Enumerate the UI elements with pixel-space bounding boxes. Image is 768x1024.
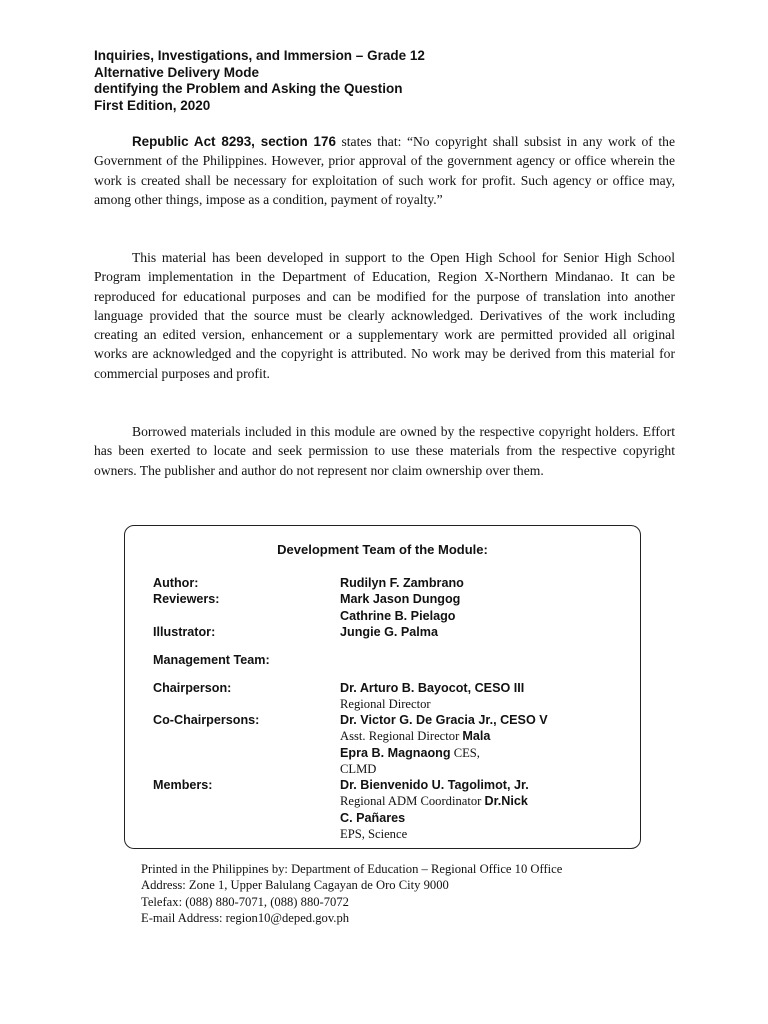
author-label: Author: — [153, 576, 199, 590]
co-chairperson-name-line — [340, 745, 610, 761]
co-chairperson-suffix: CES, — [450, 745, 480, 760]
chairperson-names — [340, 680, 610, 713]
illustrator-names — [340, 624, 610, 640]
delivery-mode: Alternative Delivery Mode — [94, 64, 260, 80]
development-paragraph: This material has been developed in support to the Open High School for Senior High School Program implementation in the Department of Education, Region X-Northern Mindanao. It can be reproduced for educational purposes and can be modified for the purpose of translation into another language provided that the source must be clearly acknowledged. Derivatives of the work including creating an edited version, enhancement or a supplementary work are permitted provided all original works are acknowledged and the copyright is attributed. No work may be derived from this material for commercial purposes and profit. — [94, 250, 675, 381]
publisher-info — [141, 861, 701, 926]
illustrator-name: Jungie G. Palma — [340, 625, 438, 639]
co-chairperson-title-line — [340, 728, 610, 744]
copyright-text: states that: “No copyright shall subsist in any work of the Government of the Philippines. However, prior approval of the government agency or office wherein the work is created shall be necessary for exploitation of such work for profit. Such agency or office may, among other things, impose as a condition, payment of royalty.” — [94, 134, 675, 207]
borrowed-materials-paragraph: Borrowed materials included in this module are owned by the respective copyright holders. Effort has been exerted to locate and seek permission to use these materials from the respective copyright owners. The publisher and author do not represent nor claim ownership over them. — [94, 424, 675, 478]
member-name: C. Pañares — [340, 810, 406, 825]
co-chairperson-name: Dr. Victor G. De Gracia Jr., CESO V — [340, 713, 548, 727]
member-name: Dr. Bienvenido U. Tagolimot, Jr. — [340, 778, 529, 792]
reviewer-names — [340, 591, 610, 624]
edition: First Edition, 2020 — [94, 97, 211, 113]
development-team-box — [124, 525, 641, 849]
team-title: Development Team of the Module: — [277, 542, 488, 557]
member-title: EPS, Science — [340, 826, 408, 841]
author-name: Rudilyn F. Zambrano — [340, 576, 464, 590]
member-names — [340, 777, 610, 842]
module-title: Inquiries, Investigations, and Immersion – Grade 12 — [94, 48, 425, 63]
co-chairperson-names — [340, 712, 610, 777]
reviewer-name: Mark Jason Dungog — [340, 592, 461, 607]
chairperson-label: Chairperson: — [153, 681, 232, 695]
office-address: Address: Zone 1, Upper Balulang Cagayan de Oro City 9000 — [141, 878, 449, 893]
copyright-paragraph — [94, 132, 675, 209]
email-address: E-mail Address: region10@deped.gov.ph — [141, 910, 350, 925]
management-label: Management Team: — [153, 653, 270, 667]
lesson-title: dentifying the Problem and Asking the Question — [94, 81, 403, 96]
chairperson-title: Regional Director — [340, 697, 431, 712]
reviewer-name: Cathrine B. Pielago — [340, 608, 456, 623]
member-name-part: Dr.Nick — [484, 794, 528, 809]
module-header — [94, 48, 694, 114]
member-title-line — [340, 793, 610, 809]
members-label: Members: — [153, 778, 213, 792]
reviewers-label: Reviewers: — [153, 592, 220, 607]
co-chairperson-title: Asst. Regional Director — [340, 729, 463, 744]
law-citation: Republic Act 8293, section 176 — [132, 134, 336, 149]
co-chairpersons-label: Co-Chairpersons: — [153, 713, 260, 727]
illustrator-label: Illustrator: — [153, 625, 216, 639]
member-title: Regional ADM Coordinator — [340, 794, 485, 809]
co-chairperson-name-part: Epra B. Magnaong — [340, 745, 451, 760]
co-chairperson-name-part: Mala — [462, 729, 491, 744]
telefax: Telefax: (088) 880-7071, (088) 880-7072 — [141, 894, 349, 909]
printed-by: Printed in the Philippines by: Department of Education – Regional Office 10 Office — [141, 862, 563, 876]
co-chairperson-title: CLMD — [340, 761, 377, 776]
author-names — [340, 575, 610, 591]
chairperson-name: Dr. Arturo B. Bayocot, CESO III — [340, 681, 525, 695]
